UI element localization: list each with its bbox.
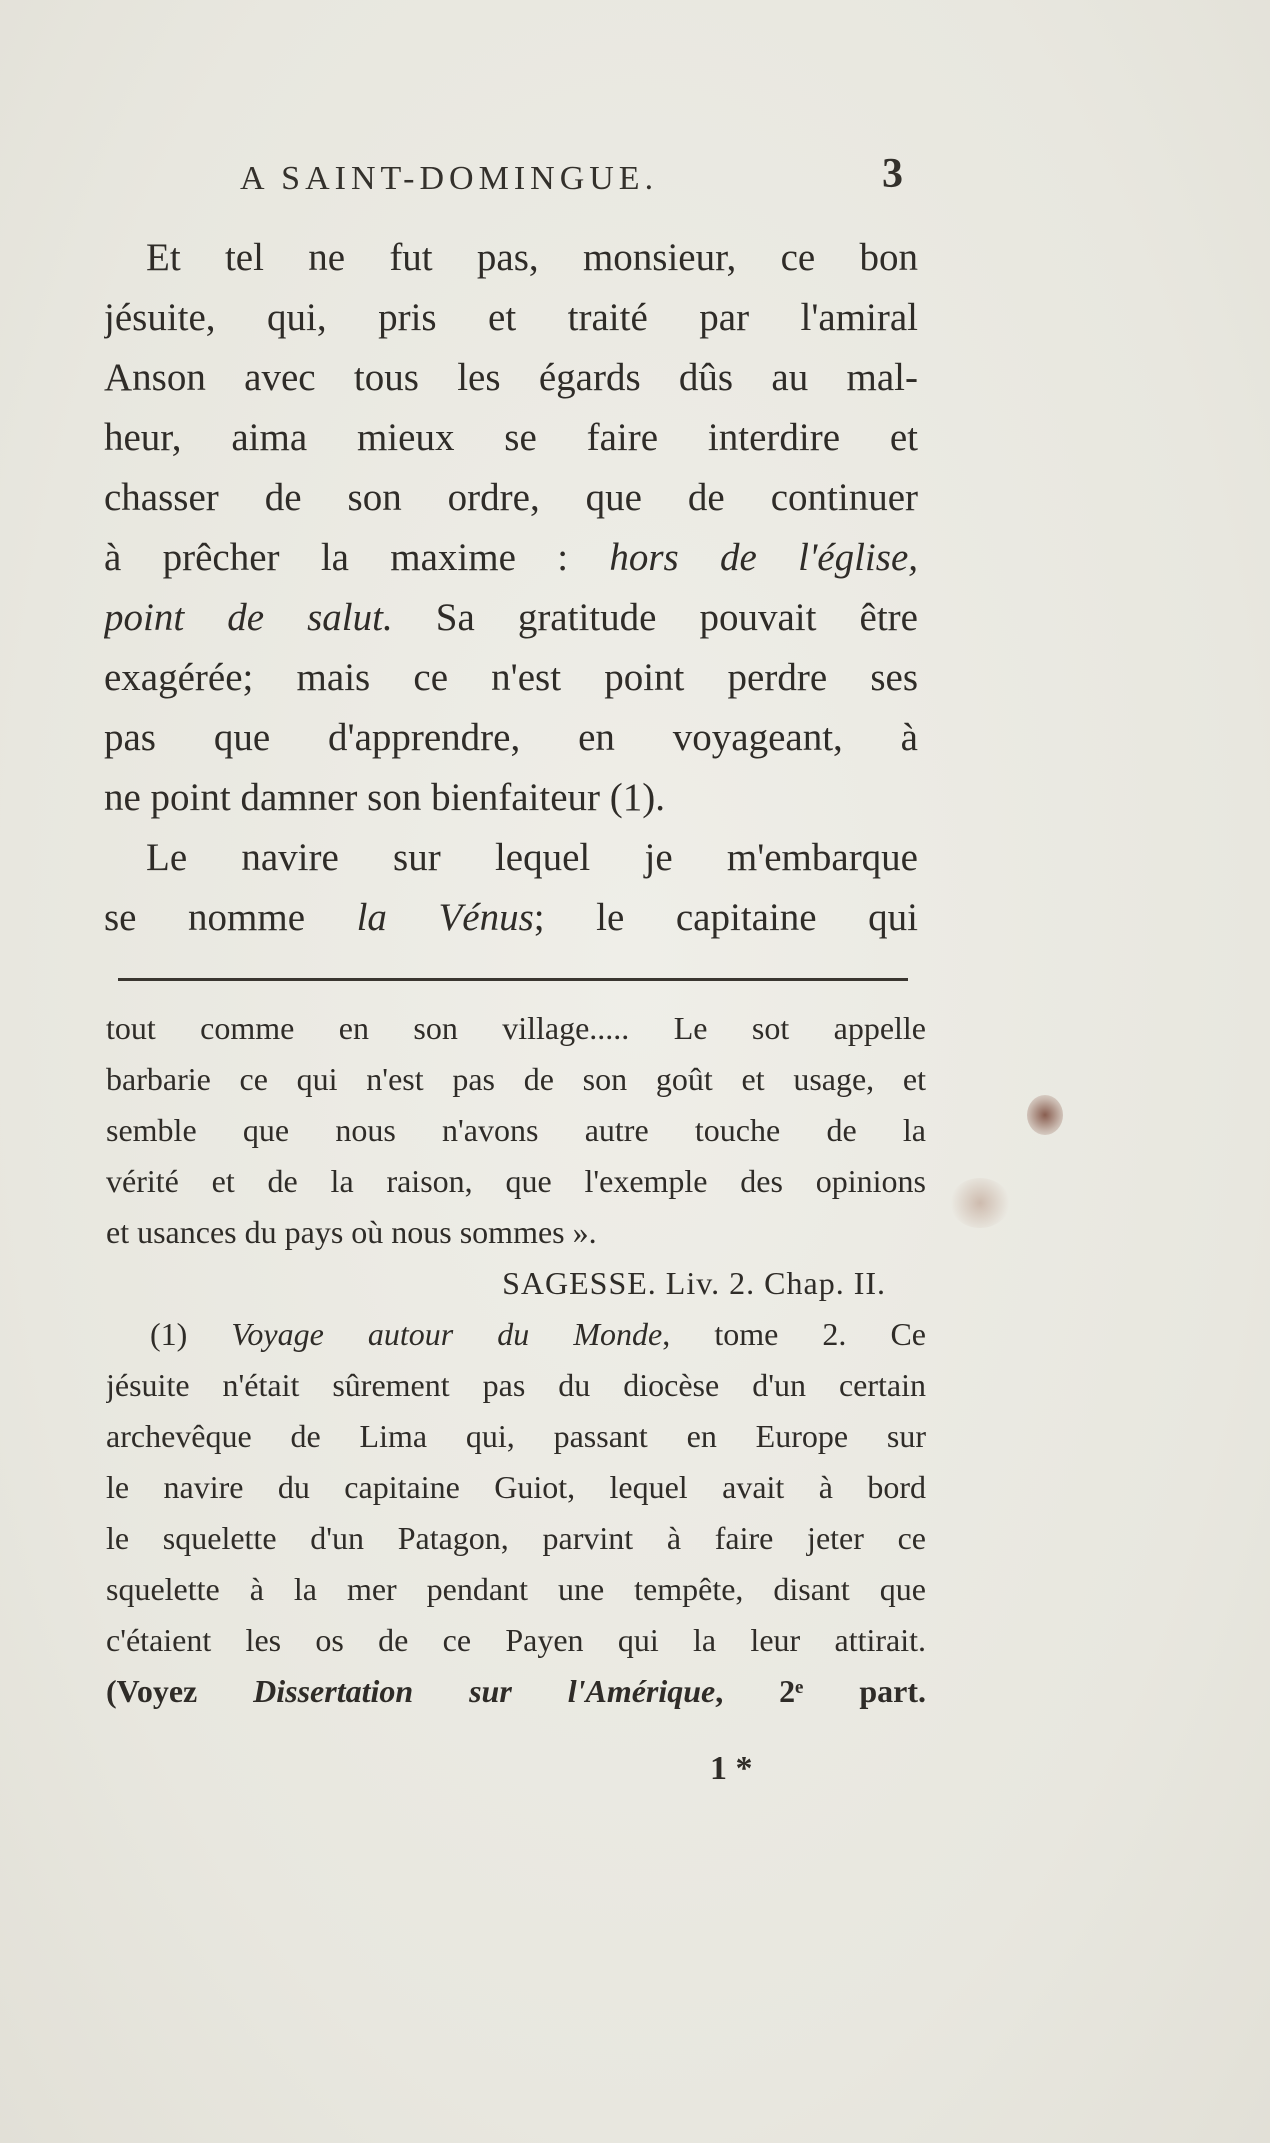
book-title: Voyage autour du Monde — [231, 1316, 663, 1352]
text-line: chasser de son ordre, que de continuer — [104, 476, 918, 519]
text-line — [104, 588, 918, 648]
text-run: à prêcher la maxime : — [104, 536, 610, 579]
note-line: semble que nous n'avons autre touche de la — [106, 1112, 926, 1148]
text-line: Anson avec tous les égards dûs au mal- — [104, 356, 918, 399]
text-run: , 2ᵉ part. — [715, 1673, 926, 1709]
note-line: tout comme en son village..... Le sot appelle — [106, 1010, 926, 1046]
note-line: le squelette d'un Patagon, parvint à faire jeter ce — [106, 1520, 926, 1556]
signature-mark: 1 * — [710, 1750, 753, 1787]
italic-phrase: point de salut. — [104, 596, 393, 639]
page-header — [240, 150, 920, 210]
note-line: et usances du pays où nous sommes ». — [106, 1214, 597, 1250]
book-title: Dissertation sur l'Amérique — [253, 1673, 716, 1709]
italic-phrase: hors de l'église, — [609, 536, 918, 579]
note-line: jésuite n'était sûrement pas du diocèse d'un certain — [106, 1367, 926, 1403]
text-line: Et tel ne fut pas, monsieur, ce bon — [146, 236, 918, 279]
text-run: (Voyez — [106, 1673, 254, 1709]
text-line: jésuite, qui, pris et traité par l'amiral — [104, 296, 918, 339]
text-line: ne point damner son bienfaiteur (1). — [104, 776, 665, 819]
text-run: Sa gratitude pouvait être — [392, 596, 918, 639]
citation: SAGESSE. Liv. 2. Chap. II. — [502, 1265, 886, 1301]
text-line: pas que d'apprendre, en voyageant, à — [104, 716, 918, 759]
footnote-separator — [118, 978, 908, 981]
text-run: ; le capitaine qui — [533, 896, 918, 939]
ship-name: la Vénus — [356, 896, 534, 939]
text-line — [104, 528, 918, 588]
note-line: barbarie ce qui n'est pas de son goût et usage, et — [106, 1061, 926, 1097]
text-line: exagérée; mais ce n'est point perdre ses — [104, 656, 918, 699]
foxing-stain — [1027, 1095, 1063, 1135]
text-line — [104, 888, 918, 948]
footnotes — [106, 1003, 926, 1717]
text-line: heur, aima mieux se faire interdire et — [104, 416, 918, 459]
page-number: 3 — [882, 151, 908, 197]
note-line: le navire du capitaine Guiot, lequel avait à bord — [106, 1469, 926, 1505]
note-line: archevêque de Lima qui, passant en Europe sur — [106, 1418, 926, 1454]
text-line: Le navire sur lequel je m'embarque — [146, 836, 918, 879]
note-line: vérité et de la raison, que l'exemple des opinions — [106, 1163, 926, 1199]
main-text — [104, 228, 918, 948]
note-line — [106, 1309, 926, 1360]
note-number: (1) — [150, 1316, 232, 1352]
note-line: squelette à la mer pendant une tempête, disant que — [106, 1571, 926, 1607]
note-line — [106, 1666, 926, 1717]
running-title: A SAINT-DOMINGUE. — [240, 160, 659, 197]
foxing-stain — [950, 1178, 1010, 1228]
text-run: , tome 2. Ce — [662, 1316, 926, 1352]
text-run: se nomme — [104, 896, 357, 939]
note-line: c'étaient les os de ce Payen qui la leur attirait. — [106, 1622, 926, 1658]
